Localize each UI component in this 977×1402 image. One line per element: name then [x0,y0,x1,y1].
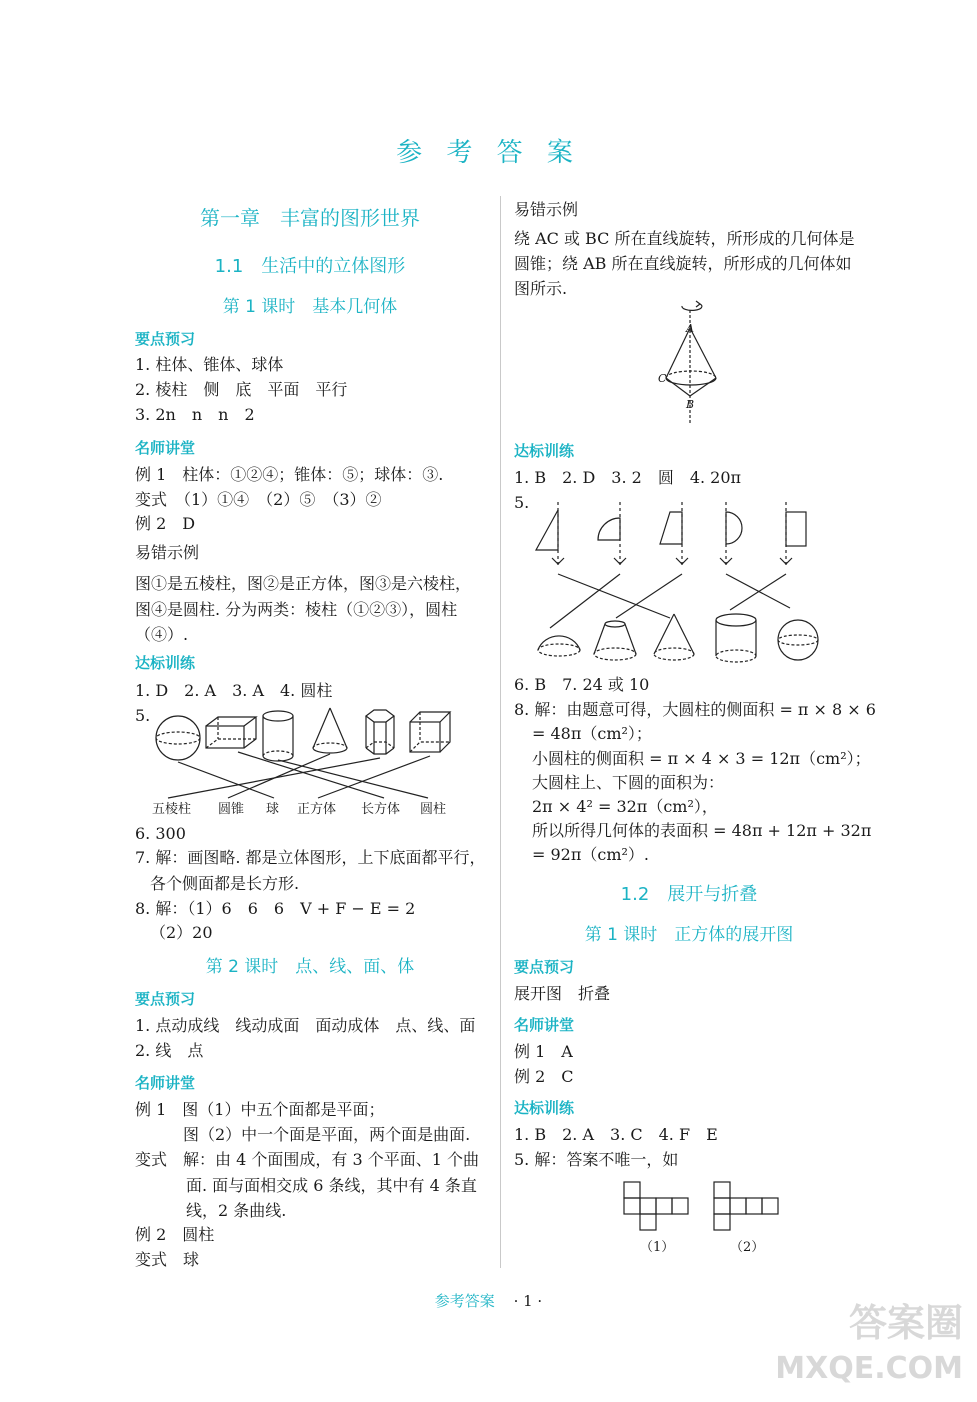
section-heading: 1.2 展开与折叠 [620,884,758,905]
answer-line: 2π × 4² = 32π（cm²）， [532,797,718,816]
subhead-mingshi: 名师讲堂 [514,1016,575,1034]
page-title: 参 考 答 案 [396,138,581,168]
answer-line: 图所示. [514,279,568,298]
answer-line: 例 2 D [135,514,196,533]
watermark [775,1300,963,1392]
answer-line: 6. B 7. 24 或 10 [514,675,650,694]
answer-line: 图④是圆柱. 分为两类：棱柱（①②③），圆柱 [135,600,458,619]
cube-shape [410,712,450,752]
answer-line: 例 1 A [514,1042,573,1061]
cone-label-a: A [686,322,694,335]
cuboid-shape [206,726,244,748]
answer-line: 变式 （1）①④ （2）⑤ （3）② [135,490,382,509]
answer-line: 1. 柱体、锥体、球体 [135,355,284,374]
answer-line: 例 1 图（1）中五个面都是平面； [135,1100,385,1119]
hexagonal-prism-shape [366,710,394,754]
net-label: （2） [730,1240,765,1255]
cone-label-b: B [686,398,695,411]
answer-line: = 48π（cm²）； [532,724,652,743]
answer-line: （④）. [135,625,189,644]
frustum-solid [594,621,636,660]
answer-line: 2. 棱柱 侧 底 平面 平行 [135,380,348,399]
answer-line: 例 1 柱体：①②④；锥体：⑤；球体：③. [135,465,444,484]
yicuo-label: 易错示例 [514,200,579,219]
section-heading: 1.1 生活中的立体图形 [214,256,406,277]
cube-nets-figure [622,1180,782,1232]
subhead-yaodian: 要点预习 [135,330,196,348]
column-divider [500,196,501,1268]
answer-line: 变式 球 [135,1250,200,1269]
answer-line: 8. 解：由题意可得，大圆柱的侧面积 = π × 8 × 6 [514,700,876,719]
answer-line: 图①是五棱柱，图②是正方体，图③是六棱柱， [135,574,472,593]
answer-line: 1. D 2. A 3. A 4. 圆柱 [135,681,333,700]
answer-line: 7. 解：画图略. 都是立体图形，上下底面都平行， [135,848,486,867]
subhead-yaodian: 要点预习 [135,990,196,1008]
subhead-dabiao: 达标训练 [514,442,575,460]
subhead-mingshi: 名师讲堂 [135,439,196,457]
subhead-yaodian: 要点预习 [514,958,575,976]
watermark-url: MXQE.COM [775,1351,963,1386]
shape-label: 长方体 [361,802,401,817]
answer-line: 展开图 折叠 [514,984,611,1003]
answer-line: 大圆柱上、下圆的面积为： [532,773,725,792]
answer-line: 5. 解：答案不唯一，如 [514,1150,679,1169]
quarter-circle-shape [598,518,620,540]
lesson-heading: 第 2 课时 点、线、面、体 [205,957,415,977]
triangle-shape [536,510,558,550]
net-label: （1） [640,1240,675,1255]
answer-line: 图（2）中一个面是平面，两个面是曲面. [183,1125,471,1144]
rectangle-shape [786,512,806,546]
answer-line: 线，2 条曲线. [186,1201,287,1220]
cylinder-shape [263,711,293,761]
answer-line: 圆锥；绕 AB 所在直线旋转，所形成的几何体如 [514,254,852,273]
cone-label-c: C [658,372,667,385]
page-number: · 1 · [513,1292,543,1310]
lesson-heading: 第 1 课时 正方体的展开图 [584,925,794,945]
shape-label: 球 [266,802,280,817]
subhead-mingshi: 名师讲堂 [135,1074,196,1092]
sphere-shape [156,716,200,760]
cube-net-1 [624,1182,688,1230]
lesson-heading: 第 1 课时 基本几何体 [222,297,398,317]
answer-line: 1. 点动成线 线动成面 面动成体 点、线、面 [135,1016,476,1035]
answer-line: 所以所得几何体的表面积 = 48π + 12π + 32π [532,821,872,840]
shape-label: 圆锥 [218,802,245,817]
trapezoid-shape [660,512,682,544]
answer-line: 小圆柱的侧面积 = π × 4 × 3 = 12π（cm²）； [532,749,871,768]
answer-line: 6. 300 [135,824,186,843]
watermark-logo: 答案圈 [848,1301,963,1345]
hemisphere-solid [538,636,580,656]
shape-label: 五棱柱 [152,802,192,817]
answer-line: 3. 2n n n 2 [135,405,255,424]
answer-line: 变式 解：由 4 个面围成，有 3 个平面、1 个曲 [135,1150,479,1169]
cube-net-2 [714,1182,778,1230]
answer-line: 8. 解：（1）6 6 6 V + F − E = 2 [135,899,416,918]
answer-line: 面. 面与面相交成 6 条线，其中有 4 条直 [186,1176,477,1195]
answer-line: 1. B 2. D 3. 2 圆 4. 20π [514,468,742,487]
semicircle-shape [726,512,742,544]
footer-label: 参考答案 [434,1292,495,1310]
cone-shape [313,708,347,753]
answer-line: 2. 线 点 [135,1041,204,1060]
chapter-heading: 第一章 丰富的图形世界 [200,206,420,230]
subhead-dabiao: 达标训练 [135,654,196,672]
answer-line: 绕 AC 或 BC 所在直线旋转，所形成的几何体是 [514,229,855,248]
answer-line: 各个侧面都是长方形. [150,874,300,893]
shape-label: 圆柱 [420,802,447,817]
cone-solid [654,614,694,660]
answer-line: 例 2 圆柱 [135,1225,215,1244]
answer-line: 1. B 2. A 3. C 4. F E [514,1125,718,1144]
answer-line: （2）20 [150,923,213,942]
subhead-dabiao: 达标训练 [514,1099,575,1117]
cylinder-solid [716,614,756,662]
shape-label: 正方体 [297,802,337,817]
yicuo-label: 易错示例 [135,543,200,562]
answer-line: 5. [135,706,151,725]
sphere-solid [778,620,818,660]
answer-line: 例 2 C [514,1067,574,1086]
answer-line: = 92π（cm²）. [532,845,650,864]
rotation-matching-figure [530,500,830,670]
answer-line: 5. [514,493,530,512]
